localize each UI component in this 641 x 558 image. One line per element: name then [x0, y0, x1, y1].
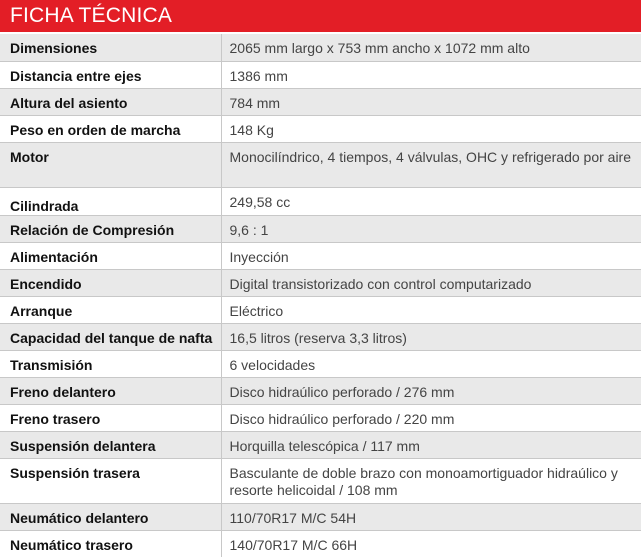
spec-label: Relación de Compresión	[0, 215, 221, 242]
spec-value: Inyección	[221, 242, 641, 269]
spec-table	[0, 34, 641, 557]
spec-row-encendido	[0, 269, 641, 296]
spec-label: Neumático delantero	[0, 503, 221, 530]
spec-row-suspension-trasera	[0, 458, 641, 503]
spec-label: Encendido	[0, 269, 221, 296]
spec-value: Eléctrico	[221, 296, 641, 323]
spec-label: Alimentación	[0, 242, 221, 269]
spec-label: Dimensiones	[0, 34, 221, 61]
spec-row-distancia-entre-ejes	[0, 61, 641, 88]
spec-value: Basculante de doble brazo con monoamortiguador hidraúlico y resorte helicoidal / 108 mm	[221, 458, 641, 503]
spec-value: 249,58 cc	[221, 187, 641, 215]
spec-value: 6 velocidades	[221, 350, 641, 377]
spec-label: Suspensión trasera	[0, 458, 221, 503]
spec-label: Transmisión	[0, 350, 221, 377]
spec-row-compresion	[0, 215, 641, 242]
spec-label: Freno trasero	[0, 404, 221, 431]
spec-row-motor	[0, 142, 641, 187]
spec-value: 9,6 : 1	[221, 215, 641, 242]
spec-value: 784 mm	[221, 88, 641, 115]
spec-row-dimensiones	[0, 34, 641, 61]
spec-value: 1386 mm	[221, 61, 641, 88]
spec-label: Peso en orden de marcha	[0, 115, 221, 142]
spec-row-cilindrada	[0, 187, 641, 215]
spec-row-alimentacion	[0, 242, 641, 269]
spec-value: 110/70R17 M/C 54H	[221, 503, 641, 530]
spec-row-altura-asiento	[0, 88, 641, 115]
spec-label: Capacidad del tanque de nafta	[0, 323, 221, 350]
spec-label: Cilindrada	[0, 187, 221, 215]
sheet-title: FICHA TÉCNICA	[0, 0, 641, 34]
spec-row-suspension-delantera	[0, 431, 641, 458]
spec-value: Digital transistorizado con control computarizado	[221, 269, 641, 296]
spec-row-transmision	[0, 350, 641, 377]
spec-row-freno-delantero	[0, 377, 641, 404]
spec-row-arranque	[0, 296, 641, 323]
spec-row-tanque	[0, 323, 641, 350]
spec-label: Altura del asiento	[0, 88, 221, 115]
spec-row-neumatico-trasero	[0, 530, 641, 557]
spec-label: Freno delantero	[0, 377, 221, 404]
spec-value: 16,5 litros (reserva 3,3 litros)	[221, 323, 641, 350]
spec-value: Disco hidraúlico perforado / 220 mm	[221, 404, 641, 431]
spec-value: Monocilíndrico, 4 tiempos, 4 válvulas, OHC y refrigerado por aire	[221, 142, 641, 187]
spec-label: Suspensión delantera	[0, 431, 221, 458]
spec-value: Disco hidraúlico perforado / 276 mm	[221, 377, 641, 404]
spec-value: 148 Kg	[221, 115, 641, 142]
spec-value: Horquilla telescópica / 117 mm	[221, 431, 641, 458]
spec-row-neumatico-delantero	[0, 503, 641, 530]
spec-label: Arranque	[0, 296, 221, 323]
spec-row-freno-trasero	[0, 404, 641, 431]
spec-value: 2065 mm largo x 753 mm ancho x 1072 mm alto	[221, 34, 641, 61]
spec-label: Distancia entre ejes	[0, 61, 221, 88]
spec-row-peso	[0, 115, 641, 142]
spec-value: 140/70R17 M/C 66H	[221, 530, 641, 557]
spec-label: Motor	[0, 142, 221, 187]
spec-label: Neumático trasero	[0, 530, 221, 557]
